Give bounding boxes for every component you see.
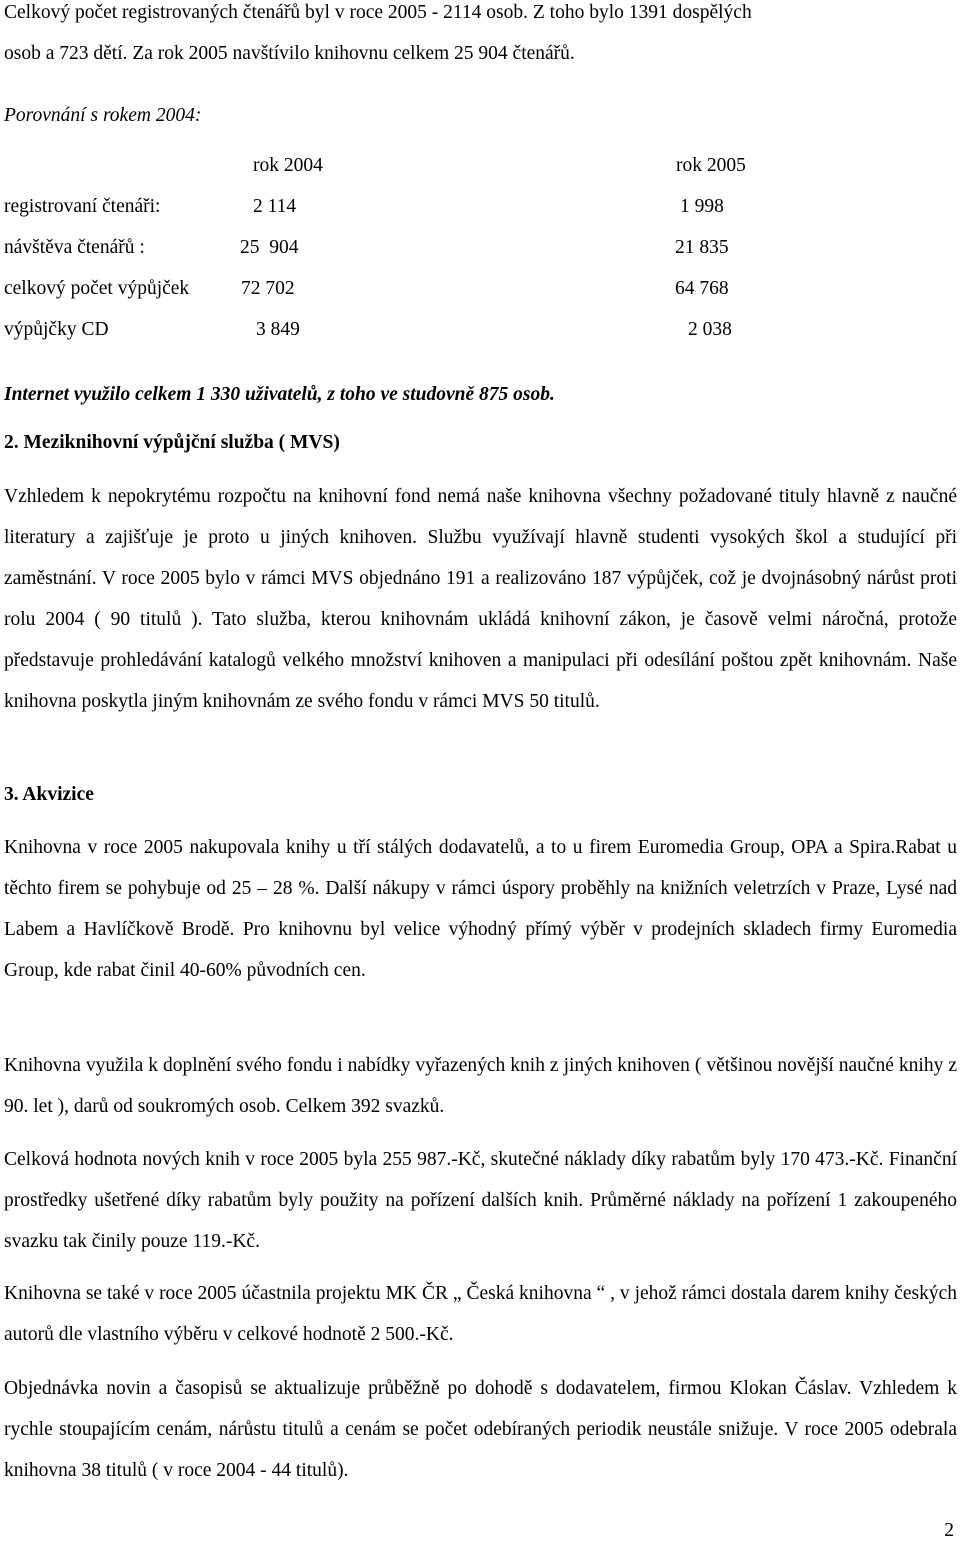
row-value-2004: 3 849 [256,319,300,340]
row-value-2004: 72 702 [241,278,295,299]
row-value-2005: 21 835 [675,237,729,258]
internet-note: Internet využilo celkem 1 330 uživatelů, z toho ve studovně 875 osob. [4,384,555,405]
intro-line-1: Celkový počet registrovaných čtenářů byl v roce 2005 - 2114 osob. Z toho bylo 1391 dospělých [4,2,752,23]
page-number: 2 [944,1520,954,1541]
section-2-heading: 2. Meziknihovní výpůjční služba ( MVS) [4,432,340,453]
akvizice-paragraph-3: Celková hodnota nových knih v roce 2005 byla 255 987.-Kč, skutečné náklady díky rabatům byly 170 473.-Kč. Finanční prostředky ušetřené díky rabatům byly použity na pořízení dalších knih. Průměrné náklady na pořízení 1 zakoupeného svazku tak činily pouze 119.-Kč. [4,1149,957,1252]
comparison-heading: Porovnání s rokem 2004: [4,105,202,126]
row-value-2004: 25 904 [240,237,299,258]
row-label: registrovaní čtenáři: [4,196,161,217]
section-2-paragraph: Vzhledem k nepokrytému rozpočtu na knihovní fond nemá naše knihovna všechny požadované tituly hlavně z naučné literatury a zajišťuje je proto u jiných knihoven. Službu využívají hlavně studenti vysokých škol a studující při zaměstnání. V roce 2005 bylo v rámci MVS objednáno 191 a realizováno 187 výpůjček, což je dvojnásobný nárůst proti rolu 2004 ( 90 titulů ). Tato služba, kterou knihovnám ukládá knihovní zákon, je časově velmi náročná, protože představuje prohledávání katalogů velkého množství knihoven a manipulaci při odesílání poštou zpět knihovnám. Naše knihovna poskytla jiným knihovnám ze svého fondu v rámci MVS 50 titulů. [4,486,957,712]
row-label: výpůjčky CD [4,319,109,340]
row-value-2005: 2 038 [688,319,732,340]
row-label: celkový počet výpůjček [4,278,190,299]
akvizice-paragraph-2: Knihovna využila k doplnění svého fondu i nabídky vyřazených knih z jiných knihoven ( většinou novější naučné knihy z 90. let ), darů od soukromých osob. Celkem 392 svazků. [4,1055,957,1117]
row-value-2004: 2 114 [253,196,297,217]
akvizice-paragraph-5: Objednávka novin a časopisů se aktualizuje průběžně po dohodě s dodavatelem, firmou Klokan Čáslav. Vzhledem k rychle stoupajícím cenám, nárůstu titulů a cenám se počet odebíraných periodik neustále snižuje. V roce 2005 odebrala knihovna 38 titulů ( v roce 2004 - 44 titulů). [4,1378,957,1481]
row-value-2005: 1 998 [680,196,724,217]
intro-line-2: osob a 723 dětí. Za rok 2005 navštívilo knihovnu celkem 25 904 čtenářů. [4,43,575,64]
section-3-heading: 3. Akvizice [4,784,94,805]
column-header-2005: rok 2005 [676,155,746,176]
row-label: návštěva čtenářů : [4,237,145,258]
akvizice-paragraph-4: Knihovna se také v roce 2005 účastnila projektu MK ČR „ Česká knihovna “ , v jehož rámci dostala darem knihy českých autorů dle vlastního výběru v celkové hodnotě 2 500.-Kč. [4,1283,957,1345]
row-value-2005: 64 768 [675,278,729,299]
column-header-2004: rok 2004 [253,155,323,176]
akvizice-paragraph-1: Knihovna v roce 2005 nakupovala knihy u tří stálých dodavatelů, a to u firem Euromedia Group, OPA a Spira.Rabat u těchto firem se pohybuje od 25 – 28 %. Další nákupy v rámci úspory proběhly na knižních veletrzích v Praze, Lysé nad Labem a Havlíčkově Brodě. Pro knihovnu byl velice výhodný přímý výběr v prodejních skladech firmy Euromedia Group, kde rabat činil 40-60% původních cen. [4,837,957,981]
